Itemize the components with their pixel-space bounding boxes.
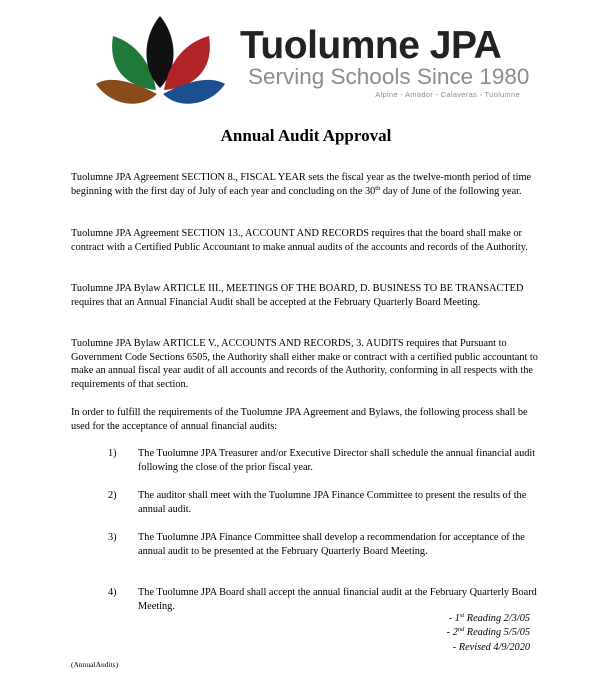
- paragraph-fiscal-year: [71, 171, 543, 198]
- paragraph-meetings: [71, 282, 543, 309]
- paragraph-process-intro: [71, 406, 543, 433]
- revision-history: [447, 612, 530, 655]
- brand-name: Tuolumne JPA: [240, 24, 502, 67]
- paragraph-process-intro-text: In order to fulfill the requirements of the Tuolumne JPA Agreement and Bylaws, the following process shall be used for the acceptance of annual financial audits:: [71, 407, 528, 432]
- paragraph-account-records: [71, 227, 543, 254]
- paragraph-meetings-text: Tuolumne JPA Bylaw ARTICLE III., MEETINGS OF THE BOARD, D. BUSINESS TO BE TRANSACTED requires that an Annual Financial Audit shall be accepted at the February Quarterly Board Meeting.: [71, 283, 524, 308]
- paragraph-audits: [71, 337, 543, 392]
- ordinal-suffix: th: [375, 184, 381, 192]
- revision-first-reading: [447, 612, 530, 626]
- revision-second-reading: [447, 626, 530, 640]
- revision-prefix: - 2: [446, 627, 458, 639]
- paragraph-fiscal-year-main: Tuolumne JPA Agreement SECTION 8., FISCAL YEAR sets the fiscal year as the twelve-month period of time beginning with the first day of July of each year and concluding on the 30: [71, 172, 532, 197]
- list-item-number: 3): [108, 532, 117, 543]
- list-item-text: The Tuolumne JPA Finance Committee shall develop a recommendation for acceptance of the annual audit to be presented at the February Quarterly Board Meeting.: [138, 532, 525, 557]
- brand-tagline: Serving Schools Since 1980: [248, 64, 530, 89]
- page-title: Annual Audit Approval: [220, 126, 392, 145]
- revision-revised: - Revised 4/9/2020: [452, 641, 530, 653]
- brand-counties: Alpine - Amador - Calaveras - Tuolumne: [375, 90, 520, 99]
- paragraph-account-records-text: Tuolumne JPA Agreement SECTION 13., ACCOUNT AND RECORDS requires that the board shall make or contract with a Certified Public Accountant to make annual audits of the accounts and records of the Authority.: [71, 228, 528, 253]
- footer-reference: (AnnualAudits): [71, 660, 119, 669]
- revision-suffix: Reading 5/5/05: [464, 627, 530, 639]
- ordinal-suffix: nd: [457, 626, 465, 634]
- list-item-number: 2): [108, 490, 117, 501]
- revision-suffix: Reading 2/3/05: [464, 613, 530, 624]
- list-item-number: 1): [108, 448, 117, 459]
- list-item-text: The Tuolumne JPA Treasurer and/or Executive Director shall schedule the annual financial audit following the close of the prior fiscal year.: [138, 448, 536, 473]
- list-item-text: The Tuolumne JPA Board shall accept the annual financial audit at the February Quarterly Board Meeting.: [138, 587, 537, 612]
- list-item-number: 4): [108, 587, 117, 598]
- paragraph-fiscal-year-end: day of June of the following year.: [380, 185, 522, 197]
- list-item-text: The auditor shall meet with the Tuolumne JPA Finance Committee to present the results of the annual audit.: [138, 490, 527, 515]
- ordinal-suffix: st: [459, 612, 465, 619]
- lotus-logo-icon: [93, 14, 229, 110]
- paragraph-audits-text: Tuolumne JPA Bylaw ARTICLE V., ACCOUNTS AND RECORDS, 3. AUDITS requires that Pursuant to Government Code Sections 6505, the Authority shall either make or contract with a certified public accountant to make an annual fiscal year audit of all accounts and records of the Authority, conforming in all respects with the requirements of that section.: [71, 338, 538, 391]
- revision-prefix: - 1: [448, 613, 460, 624]
